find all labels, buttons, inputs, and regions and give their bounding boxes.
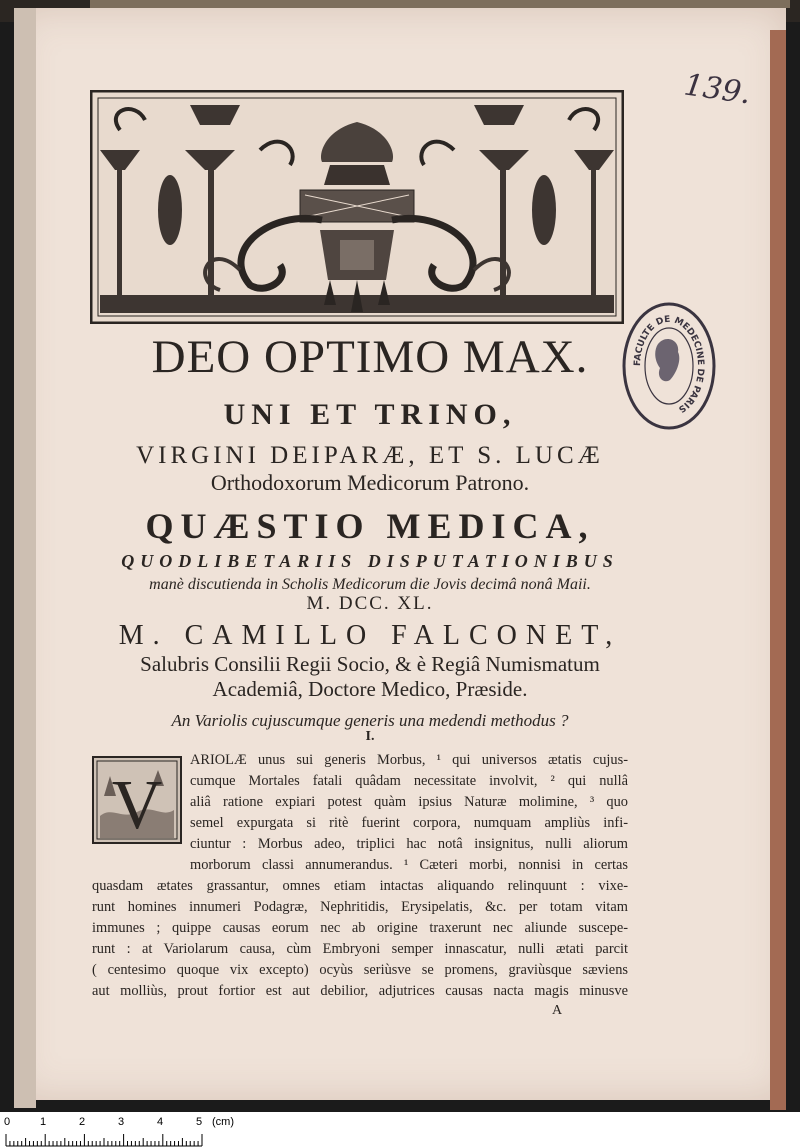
disputation-heading: QUODLIBETARIIS DISPUTATIONIBUS bbox=[121, 551, 619, 571]
year-line: M. DCC. XL. bbox=[306, 593, 434, 614]
praeses-name: M. CAMILLO FALCONET, bbox=[118, 620, 622, 651]
ruler-label: 3 bbox=[118, 1116, 125, 1128]
ruler-ticks bbox=[0, 1130, 240, 1148]
page-edge bbox=[770, 30, 786, 1110]
disputation-subline: manè discutienda in Scholis Medicorum die Jovis decimâ nonâ Maii. bbox=[149, 576, 591, 593]
body-line: aut molliùs, prout fortior est aut debilior, adjutrices causas nacta magis minusve bbox=[92, 983, 628, 999]
dedication-line-2: UNI ET TRINO, bbox=[223, 398, 517, 431]
ornamental-headpiece bbox=[90, 90, 624, 324]
scale-ruler bbox=[0, 1112, 800, 1148]
section-number: I. bbox=[365, 729, 375, 744]
body-line: runt : at Variolarum causa, cùm Embryoni semper innascatur, nulli ætati parcit bbox=[92, 941, 628, 957]
ruler-label: 4 bbox=[157, 1116, 164, 1128]
folio-number: 139. bbox=[681, 67, 753, 112]
dedication-line-1: DEO OPTIMO MAX. bbox=[151, 331, 589, 383]
body-line: ( centesimo quoque vix excepto) ocyùs seriùsve se promens, graviùsque sæviens bbox=[92, 962, 628, 978]
page-fold bbox=[14, 8, 36, 1108]
body-line: ciuntur : Morbus adeo, triplici hac notâ insignitus, nulli aliorum bbox=[190, 836, 628, 852]
ruler-label: 0 bbox=[4, 1116, 11, 1128]
ruler-label: 2 bbox=[79, 1116, 86, 1128]
ruler-unit: (cm) bbox=[212, 1116, 234, 1128]
ruler-label: 1 bbox=[40, 1116, 47, 1128]
signature-mark: A bbox=[552, 1003, 563, 1018]
initial-letter: V bbox=[111, 767, 163, 844]
body-line: semel expurgata si ritè fuerint corpora, numquam ampliùs infi- bbox=[190, 815, 628, 831]
question-line: An Variolis cujuscumque generis una medendi methodus ? bbox=[171, 711, 569, 730]
body-line: aliâ ratione expiari potest quàm ipsius Naturæ molimine, ³ quo bbox=[190, 794, 628, 810]
praeses-title-1: Salubris Consilii Regii Socio, & è Regiâ Numismatum bbox=[140, 652, 600, 676]
stamp-text: FACULTE DE MEDECINE DE PARIS bbox=[632, 314, 706, 414]
decorated-initial bbox=[92, 756, 182, 844]
body-line: quasdam ætates grassantur, omnes etiam intactas aliquando relinquunt : vixe- bbox=[92, 878, 628, 894]
body-line: immunes ; quippe causas eorum nec ab origine traxerunt nec aliunde suscepe- bbox=[92, 920, 628, 936]
body-line: runt homines innumeri Podagræ, Nephritidis, Erysipelatis, &c. per totam vitam bbox=[92, 899, 628, 915]
quaestio-title: QUÆSTIO MEDICA, bbox=[145, 506, 595, 546]
dedication-line-3: VIRGINI DEIPARÆ, ET S. LUCÆ bbox=[136, 442, 604, 469]
ruler-label: 5 bbox=[196, 1116, 203, 1128]
body-line: morborum classi annumerandus. ¹ Cæteri morbi, nonnisi in certas bbox=[190, 857, 628, 873]
praeses-title-2: Academiâ, Doctore Medico, Præside. bbox=[212, 677, 528, 701]
body-line: ARIOLÆ unus sui generis Morbus, ¹ qui universos ætatis cujus- bbox=[190, 752, 628, 768]
dedication-line-4: Orthodoxorum Medicorum Patrono. bbox=[210, 470, 530, 495]
body-line: cumque Mortales fatali quâdam necessitate involvit, ² qui nullâ bbox=[190, 773, 628, 789]
